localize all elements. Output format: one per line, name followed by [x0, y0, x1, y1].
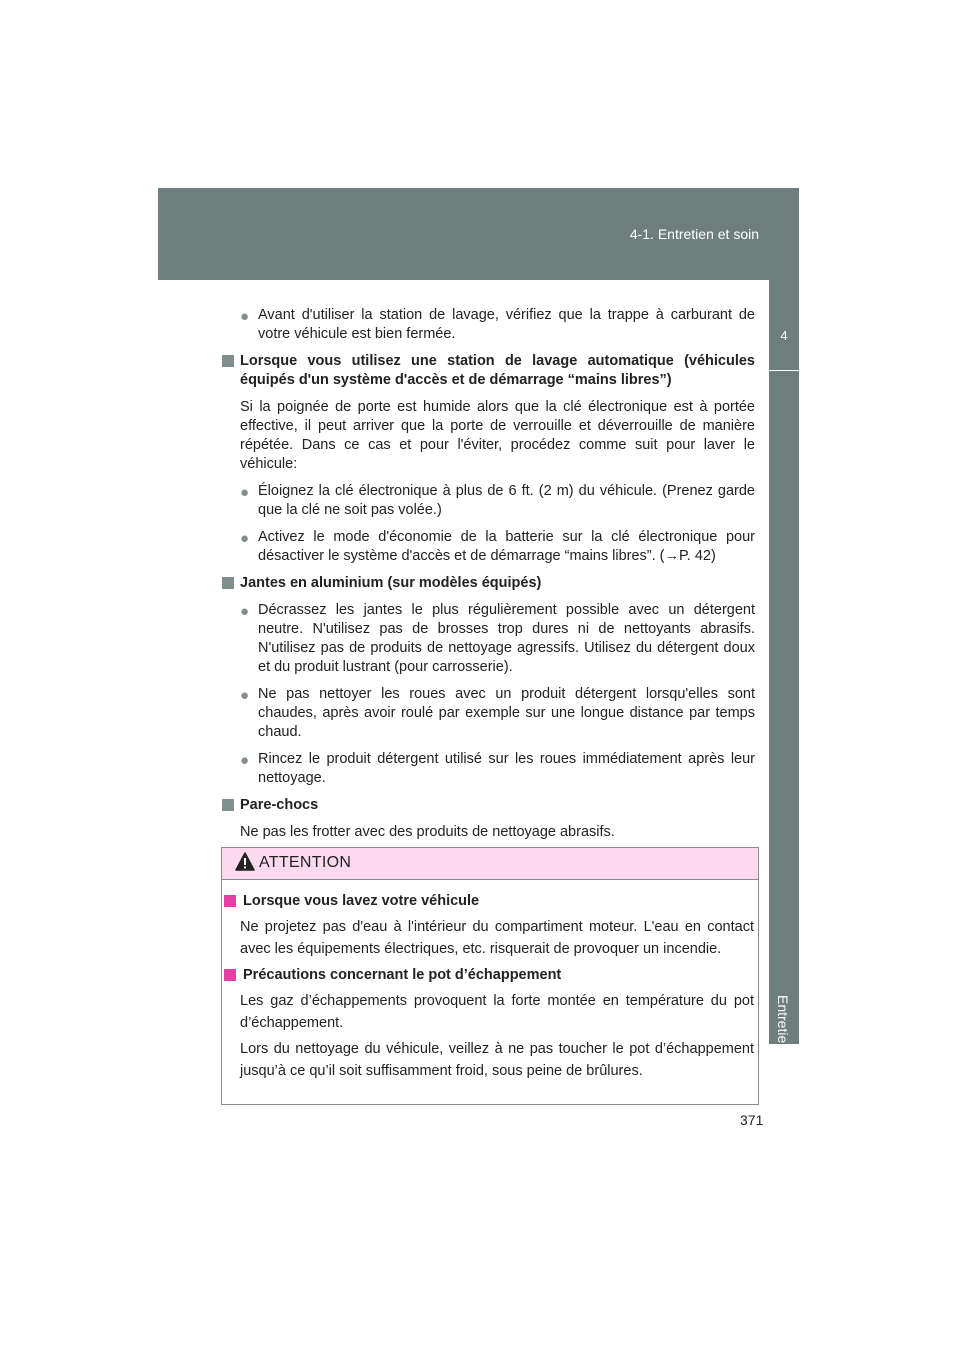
header-band: [158, 188, 799, 280]
square-bullet-icon: [224, 969, 236, 981]
heading-text: Jantes en aluminium (sur modèles équipés): [240, 575, 542, 591]
warning-triangle-icon: [235, 852, 255, 871]
square-bullet-icon: [222, 799, 234, 811]
warning-body: [222, 890, 760, 1086]
list-item: [240, 601, 755, 677]
heading-text: Pare-chocs: [240, 797, 319, 813]
section-heading: [222, 574, 755, 593]
bullet-icon: ●: [240, 530, 250, 547]
section-title: 4-1. Entretien et soin: [629, 226, 759, 242]
warning-paragraph: Les gaz d’échappements provoquent la forte montée en température du pot d’échappement.: [240, 993, 754, 1031]
heading-text: Précautions concernant le pot d’échappement: [243, 967, 562, 983]
warning-title: ATTENTION: [259, 854, 352, 871]
chapter-label: Entretien et soin: [775, 995, 791, 1097]
section-heading: [222, 352, 755, 390]
bullet-icon: ●: [240, 308, 250, 325]
bullet-text: Éloignez la clé électronique à plus de 6 ft. (2 m) du véhicule. (Prenez garde que la clé ne soit pas volée.): [258, 483, 755, 518]
square-bullet-icon: [222, 355, 234, 367]
warning-paragraph: Ne projetez pas d'eau à l'intérieur du compartiment moteur. L'eau en contact avec les équipements électriques, etc. risquerait de provoquer un incendie.: [240, 919, 754, 957]
chapter-number: 4: [780, 328, 788, 343]
heading-text: Lorsque vous utilisez une station de lavage automatique (véhicules équipés d'un système d'accès et de démarrage “mains libres”): [240, 353, 755, 388]
list-item: [240, 306, 755, 344]
bullet-text: Rincez le produit détergent utilisé sur les roues immédiatement après leur nettoyage.: [258, 751, 755, 786]
bullet-text: Activez le mode d'économie de la batterie sur la clé électronique pour désactiver le système d'accès et de démarrage “mains libres”. (→P. 42): [258, 529, 755, 564]
section-heading: [222, 796, 755, 815]
warning-heading: [224, 964, 754, 986]
page-number: 371: [740, 1112, 764, 1128]
bullet-text: Avant d'utiliser la station de lavage, vérifiez que la trappe à carburant de votre véhicule est bien fermée.: [258, 307, 755, 342]
tab-divider: [769, 370, 799, 371]
heading-text: Lorsque vous lavez votre véhicule: [243, 893, 480, 909]
bullet-text: Décrassez les jantes le plus régulièrement possible avec un détergent neutre. N'utilisez pas de brosses trop dures ni de nettoyants abrasifs. N'utilisez pas de produits de nettoyage agressifs. Utilisez du détergent doux et du produit lustrant (pour carrosserie).: [258, 602, 755, 675]
bullet-icon: ●: [240, 752, 250, 769]
bullet-text: Ne pas nettoyer les roues avec un produit détergent lorsqu'elles sont chaudes, après avoir roulé par exemple sur une longue distance par temps chaud.: [258, 686, 755, 740]
bullet-icon: ●: [240, 484, 250, 501]
bullet-icon: ●: [240, 687, 250, 704]
main-content: [222, 306, 755, 850]
warning-heading: [224, 890, 754, 912]
list-item: [240, 482, 755, 520]
warning-box: [221, 847, 759, 1105]
list-item: [240, 750, 755, 788]
list-item: [240, 685, 755, 742]
list-item: [240, 528, 755, 566]
warning-header: [222, 848, 758, 880]
square-bullet-icon: [222, 577, 234, 589]
paragraph: Si la poignée de porte est humide alors que la clé électronique est à portée effective, il peut arriver que la porte de verrouille et déverrouille de manière répétée. Dans ce cas et pour l'éviter, procédez comme suit pour laver le véhicule:: [240, 399, 755, 472]
chapter-side-tab: [769, 280, 799, 1097]
square-bullet-icon: [224, 895, 236, 907]
bullet-icon: ●: [240, 603, 250, 620]
paragraph: Ne pas les frotter avec des produits de nettoyage abrasifs.: [240, 824, 615, 840]
warning-paragraph: Lors du nettoyage du véhicule, veillez à ne pas toucher le pot d’échappement jusqu’à ce qu’il soit suffisamment froid, sous peine de brûlures.: [240, 1041, 754, 1079]
